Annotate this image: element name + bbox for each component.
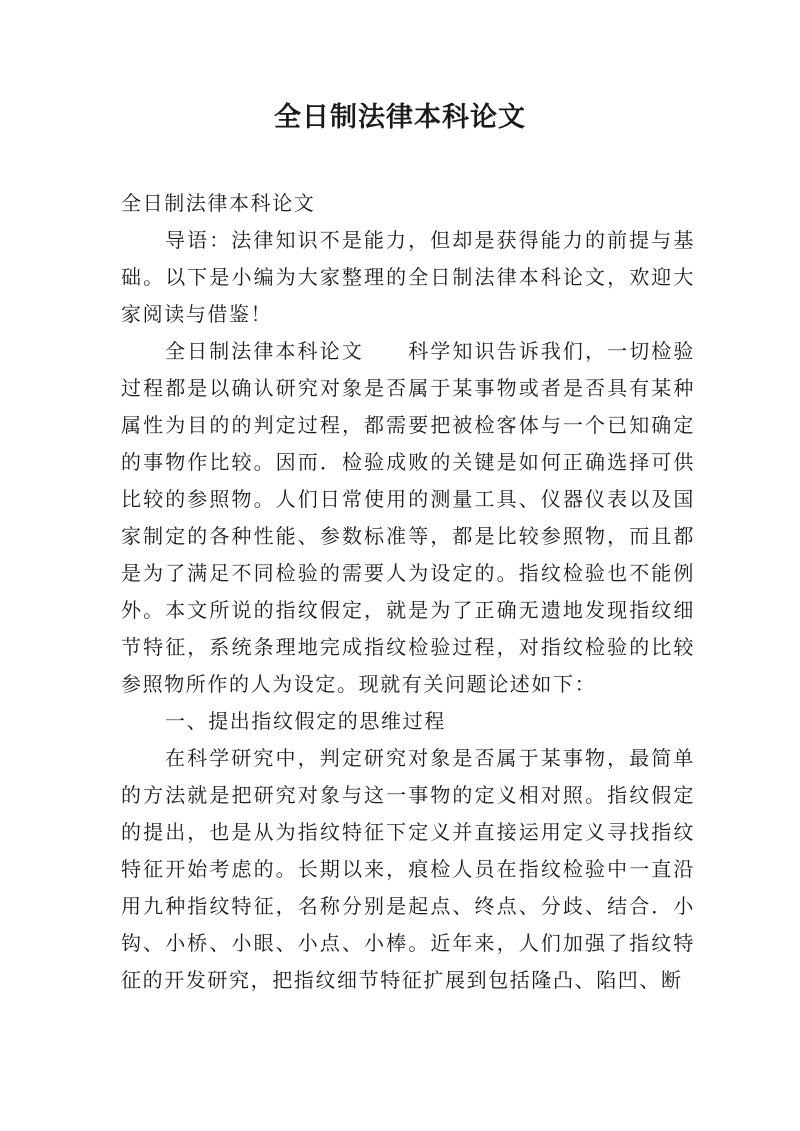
section-paragraph: 在科学研究中，判定研究对象是否属于某事物，最简单的方法就是把研究对象与这一事物的定义相对照。指纹假定的提出，也是从为指纹特征下定义并直接运用定义寻找指纹特征开始考虑的。长期以来，痕检人员在指纹检验中一直沿用九种指纹特征，名称分别是起点、终点、分歧、结合．小钩、小桥、小眼、小点、小棒。近年来，人们加强了指纹特征的开发研究，把指纹细节特征扩展到包括隆凸、陷凹、断 — [121, 746, 695, 992]
subtitle-line: 全日制法律本科论文 — [121, 191, 316, 215]
lead-paragraph — [121, 333, 695, 703]
document-body — [121, 185, 695, 999]
document-title: 全日制法律本科论文 — [274, 102, 526, 133]
lead-paragraph-body: 科学知识告诉我们，一切检验过程都是以确认研究对象是否属于某事物或者是否具有某种属性为目的的判定过程，都需要把被检客体与一个已知确定的事物作比较。因而．检验成败的关键是如何正确选择可供比较的参照物。人们日常使用的测量工具、仪器仪表以及国家制定的各种性能、参数标准等，都是比较参照物，而且都是为了满足不同检验的需要人为设定的。指纹检验也不能例外。本文所说的指纹假定，就是为了正确无遗地发现指纹细节特征，系统条理地完成指纹检验过程，对指纹检验的比较参照物所作的人为设定。现就有关问题论述如下： — [121, 339, 695, 696]
lead-paragraph-title: 全日制法律本科论文 — [165, 339, 364, 363]
intro-paragraph: 导语：法律知识不是能力，但却是获得能力的前提与基础。以下是小编为大家整理的全日制法律本科论文，欢迎大家阅读与借鉴！ — [121, 228, 695, 326]
section-heading: 一、提出指纹假定的思维过程 — [165, 709, 446, 733]
